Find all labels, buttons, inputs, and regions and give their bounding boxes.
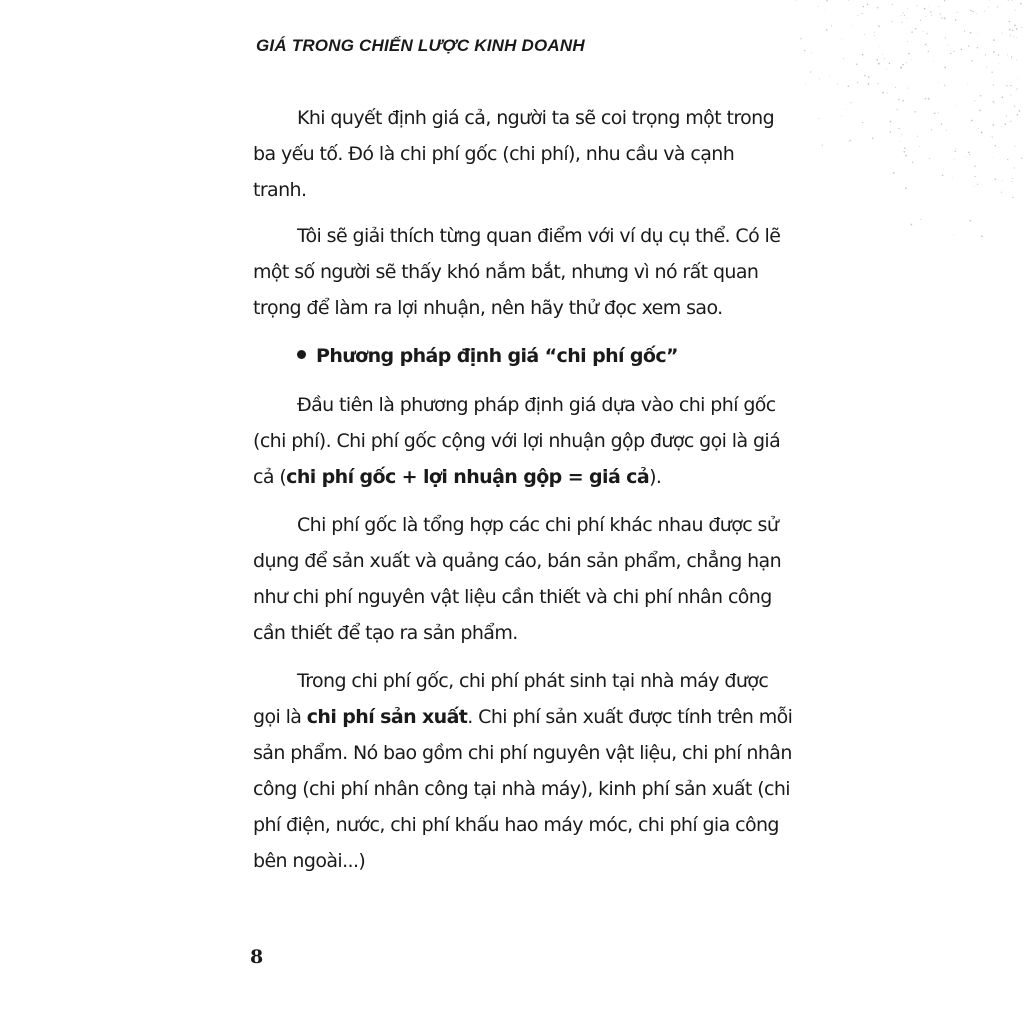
- page-body: [253, 100, 793, 891]
- bullet-icon: [297, 350, 306, 359]
- paragraph-intro: Khi quyết định giá cả, người ta sẽ coi trọng một trong ba yếu tố. Đó là chi phí gốc (chi phí), nhu cầu và cạnh tranh.: [253, 107, 775, 201]
- paragraph-definition-start: Đầu tiên là phương pháp định giá dựa vào chi phí gốc (chi phí). Chi phí gốc cộng với lợi nhuận gộp được gọi là giá cả (: [253, 394, 781, 488]
- section-heading: [253, 338, 793, 374]
- formula-text: chi phí gốc + lợi nhuận gộp = giá cả: [286, 466, 650, 488]
- paragraph-definition: [253, 387, 793, 495]
- production-cost-term: chi phí sản xuất: [306, 706, 468, 728]
- running-head: GIÁ TRONG CHIẾN LƯỢC KINH DOANH: [256, 36, 585, 55]
- paragraph-production-cost-end: . Chi phí sản xuất được tính trên mỗi sản phẩm. Nó bao gồm chi phí nguyên vật liệu, chi phí nhân công (chi phí nhân công tại nhà máy), kinh phí sản xuất (chi phí điện, nước, chi phí khấu hao máy móc, chi phí gia công bên ngoài...): [253, 706, 793, 872]
- page-number: 8: [250, 946, 264, 968]
- section-heading-text: Phương pháp định giá “chi phí gốc”: [316, 345, 678, 367]
- paragraph-production-cost-start: Trong chi phí gốc, chi phí phát sinh tại nhà máy được gọi là: [253, 670, 769, 728]
- paragraph-production-cost: [253, 663, 793, 879]
- paragraph-explanation: Tôi sẽ giải thích từng quan điểm với ví dụ cụ thể. Có lẽ một số người sẽ thấy khó nắm bắt, nhưng vì nó rất quan trọng để làm ra lợi nhuận, nên hãy thử đọc xem sao.: [253, 225, 781, 319]
- paragraph-cost-composition: Chi phí gốc là tổng hợp các chi phí khác nhau được sử dụng để sản xuất và quảng cáo, bán sản phẩm, chẳng hạn như chi phí nguyên vật liệu cần thiết và chi phí nhân công cần thiết để tạo ra sản phẩm.: [253, 514, 782, 644]
- scan-speckle-texture: [784, 0, 1024, 240]
- paragraph-definition-end: ).: [649, 466, 662, 488]
